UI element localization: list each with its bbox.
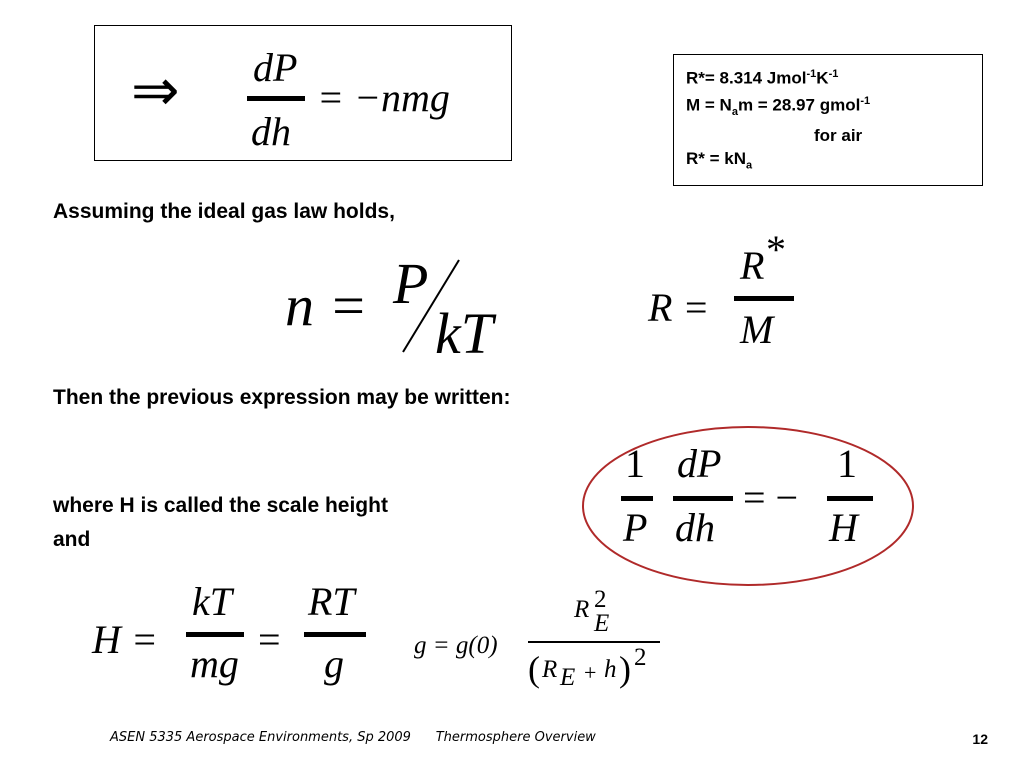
f1-denominator: P [623,505,648,550]
g-lhs: g = g(0) [414,632,498,659]
assuming-text: Assuming the ideal gas law holds, [53,200,395,223]
R-numerator: R [740,243,765,288]
f3-denominator: H [829,505,858,550]
g-num-sup: 2 [594,586,607,613]
H-f1-numerator: kT [192,579,232,624]
R-denominator: M [740,307,774,352]
f2-denominator: dh [675,505,715,550]
gas-constant-equation [648,227,818,362]
f1-numerator: 1 [625,441,645,486]
boxed-equation [94,25,512,161]
then-text: Then the previous expression may be written: [53,386,511,409]
g-den-sub: E [560,664,576,691]
g-num-sub: E [594,610,610,637]
R-fraction-bar [734,296,794,301]
H-f1-bar [186,632,244,637]
g-den-plus: + [584,660,597,685]
g-den-close: ) [619,649,631,689]
const-line-1: R*= 8.314 $Jmol^{-1}K^{-1}$ [686,68,839,88]
n-numerator: P [393,251,429,316]
g-den-sup: 2 [634,644,647,671]
footer-course-title: ASEN 5335 Aerospace Environments, Sp 2009 Thermosphere Overview [110,730,596,745]
g-fraction-bar [528,641,660,643]
scale-height-differential-equation [615,440,895,570]
ideal-gas-equation [285,250,525,366]
R-equals: R = [648,285,710,330]
g-den-open: ( [528,649,540,689]
H-f2-bar [304,632,366,637]
H-f1-denominator: mg [190,641,239,686]
const-line-4: $R* = kN_a$ [686,148,753,172]
eq1-numerator: dP [253,45,298,90]
eq1-fraction-bar [247,96,305,101]
implies-arrow: ⇒ [131,58,180,123]
const-line-3: for air [814,125,863,145]
f1-bar [621,496,653,501]
page-number: 12 [972,731,988,747]
f3-bar [827,496,873,501]
f2-bar [673,496,733,501]
f3-numerator: 1 [837,441,857,486]
H-f2-denominator: g [324,641,344,686]
H-f2-numerator: RT [308,579,355,624]
n-denominator: kT [435,301,493,366]
where-text: where H is called the scale height and [53,494,388,551]
gravity-equation [414,586,674,696]
star: * [766,227,786,272]
H-equals-2: = [258,617,281,662]
H-equals: H = [92,617,158,662]
equals-minus: = − [743,475,799,520]
scale-height-equation [92,578,392,708]
eq1-rhs: = −nmg [317,75,450,120]
g-num-R: R [574,596,590,623]
g-den-R: R [542,656,558,683]
g-den-h: h [604,656,617,683]
eq1-denominator: dh [251,109,291,154]
n-equals: n = [285,273,368,338]
const-line-2: $M = N_am = 28.97$ gmol$^{-1}$ [686,94,871,118]
constants-box [673,54,983,186]
f2-numerator: dP [677,441,722,486]
